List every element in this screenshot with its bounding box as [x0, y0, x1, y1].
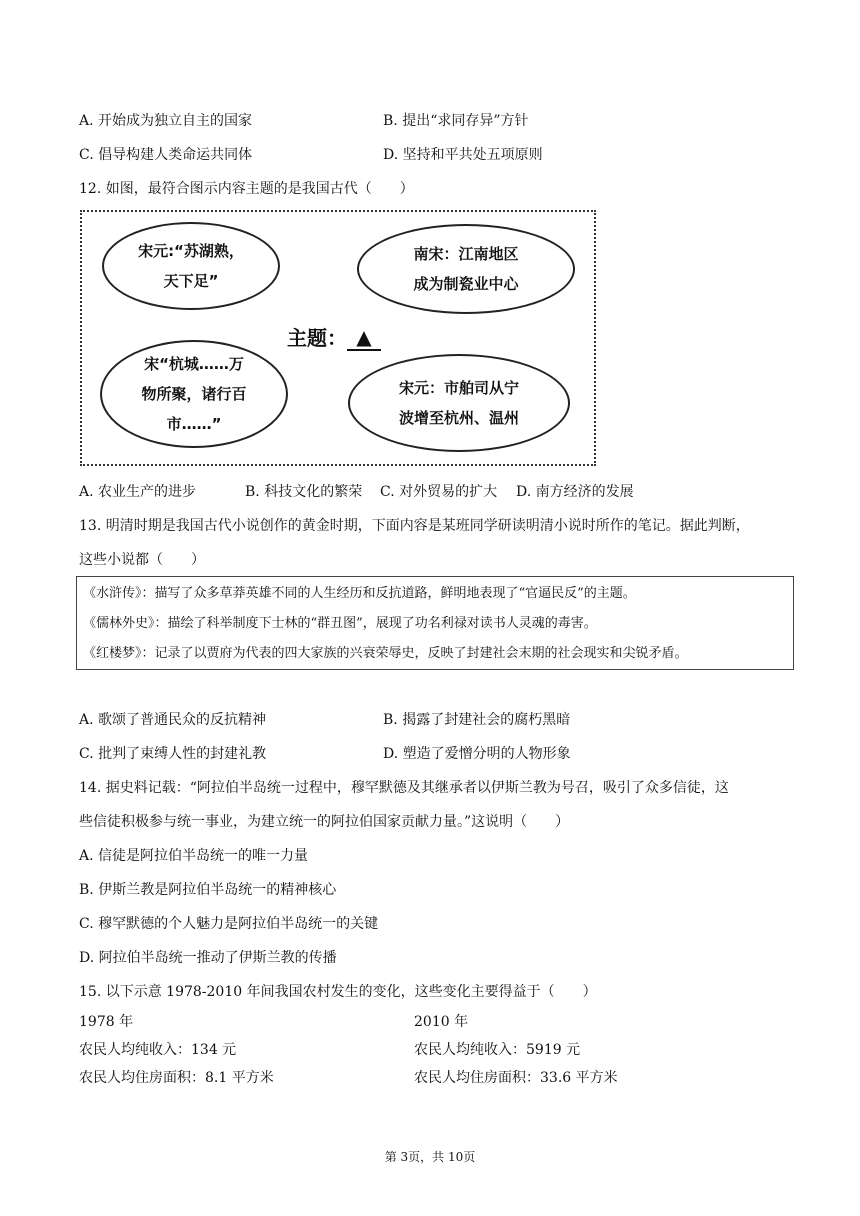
q11-option-b: B. 提出“求同存异”方针	[383, 113, 529, 129]
q13-option-b: B. 揭露了封建社会的腐朽黑暗	[383, 712, 571, 728]
q13-stem-line2: 这些小说都（ ）	[79, 552, 205, 568]
q14-stem-line1: 14. 据史料记载：“阿拉伯半岛统一过程中，穆罕默德及其继承者以伊斯兰教为号召，吸引了众多信徒，这	[79, 780, 729, 796]
figure-text: 宋元：市舶司从宁	[398, 379, 519, 397]
q12-option-d: D. 南方经济的发展	[516, 484, 634, 500]
figure-text: 宋元:“苏湖熟，	[138, 242, 244, 260]
q12-option-b: B. 科技文化的繁荣	[245, 484, 363, 500]
figure-ellipse-bottom-left	[100, 340, 288, 448]
q13-option-c: C. 批判了束缚人性的封建礼教	[79, 746, 267, 762]
figure-text: 宋“杭城……万	[144, 355, 244, 373]
q11-option-a: A. 开始成为独立自主的国家	[79, 113, 253, 129]
q12-stem: 12. 如图，最符合图示内容主题的是我国古代（ ）	[79, 181, 414, 197]
q14-stem-line2: 些信徒积极参与统一事业，为建立统一的阿拉伯国家贡献力量。”这说明（ ）	[79, 814, 570, 830]
q14-option-b: B. 伊斯兰教是阿拉伯半岛统一的精神核心	[79, 882, 337, 898]
q12-option-a: A. 农业生产的进步	[79, 484, 197, 500]
note-item: 《儒林外史》：描绘了科举制度下士林的“群丑图”，展现了功名利禄对读书人灵魂的毒害。	[83, 616, 597, 631]
note-item: 《红楼梦》：记录了以贾府为代表的四大家族的兴衰荣辱史，反映了封建社会末期的社会现实和尖锐矛盾。	[83, 646, 688, 661]
q15-col2-income: 农民人均纯收入：5919 元	[414, 1042, 581, 1058]
q13-option-d: D. 塑造了爱憎分明的人物形象	[383, 746, 571, 762]
q15-col2-year: 2010 年	[414, 1014, 469, 1030]
q14-option-a: A. 信徒是阿拉伯半岛统一的唯一力量	[79, 848, 309, 864]
note-item: 《水浒传》：描写了众多草莽英雄不同的人生经历和反抗道路，鲜明地表现了“官逼民反”的主题。	[83, 586, 636, 601]
q14-option-d: D. 阿拉伯半岛统一推动了伊斯兰教的传播	[79, 950, 337, 966]
figure-ellipse-top-left	[102, 222, 280, 310]
figure-text: 南宋：江南地区	[413, 245, 519, 263]
theme-label: 主题：	[287, 326, 347, 350]
q11-option-d: D. 坚持和平共处五项原则	[383, 147, 543, 163]
q15-col1-housing: 农民人均住房面积：8.1 平方米	[79, 1070, 274, 1086]
q15-col1-year: 1978 年	[79, 1014, 134, 1030]
figure-text: 天下足”	[163, 272, 219, 290]
q13-notes-box	[76, 576, 794, 670]
q14-option-c: C. 穆罕默德的个人魅力是阿拉伯半岛统一的关键	[79, 916, 379, 932]
q15-stem: 15. 以下示意 1978-2010 年间我国农村发生的变化，这些变化主要得益于（ ）	[79, 984, 597, 1000]
figure-ellipse-top-right	[357, 224, 575, 314]
q15-col1-income: 农民人均纯收入：134 元	[79, 1042, 237, 1058]
q13-stem-line1: 13. 明清时期是我国古代小说创作的黄金时期，下面内容是某班同学研读明清小说时所作的笔记。据此判断，	[79, 518, 750, 534]
figure-text: 波增至杭州、温州	[398, 409, 519, 427]
q11-option-c: C. 倡导构建人类命运共同体	[79, 147, 253, 163]
figure-text: 物所聚，诸行百	[141, 385, 247, 403]
q13-option-a: A. 歌颂了普通民众的反抗精神	[79, 712, 267, 728]
q12-option-c: C. 对外贸易的扩大	[380, 484, 498, 500]
page-footer: 第 3页，共 10页	[384, 1150, 476, 1164]
figure-text: 成为制瓷业中心	[413, 275, 519, 293]
figure-text: 市……”	[166, 415, 222, 433]
q15-col2-housing: 农民人均住房面积：33.6 平方米	[414, 1070, 618, 1086]
theme-blank-triangle: ▲	[347, 325, 381, 351]
figure-theme	[287, 322, 381, 351]
q12-figure	[80, 210, 596, 466]
figure-ellipse-bottom-right	[348, 354, 570, 452]
